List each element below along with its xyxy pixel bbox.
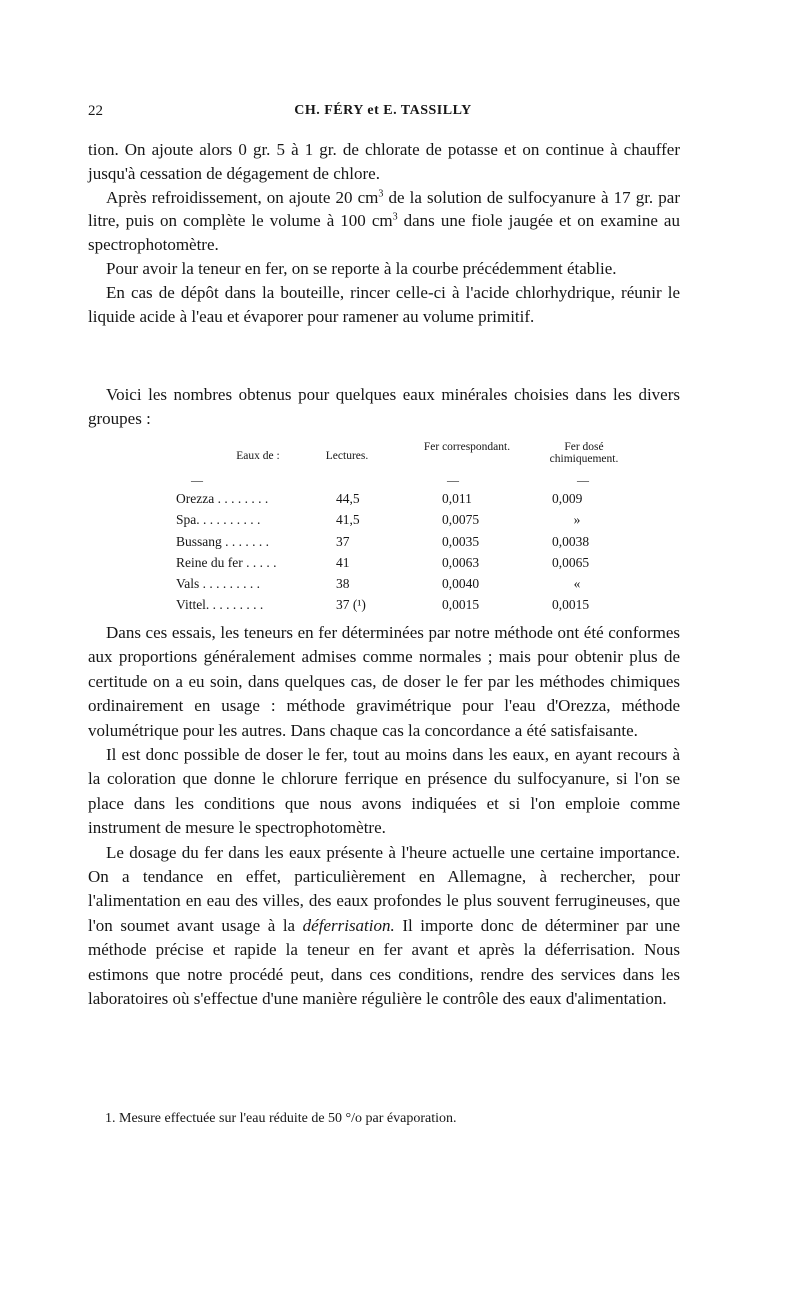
chem-value: 0,0065 — [552, 554, 590, 570]
chem-value: 0,0015 — [552, 597, 590, 613]
reading-value: 37 — [336, 533, 350, 549]
dash: — — [447, 473, 459, 487]
paragraph-continuation: tion. On ajoute alors 0 gr. 5 à 1 gr. de chlorate de potasse et on continue à chauffer jusqu'à cessation de dégagement de chlore. — [88, 140, 680, 183]
column-header-water: Eaux de : — [236, 450, 280, 462]
column-header-fer: Fer correspondant. — [423, 441, 511, 453]
chem-value: » — [573, 512, 581, 528]
reading-value: 44,5 — [336, 491, 360, 506]
paragraph-cooling — [88, 186, 680, 257]
fer-value: 0,0015 — [442, 597, 480, 613]
running-head: CH. FÉRY et E. TASSILLY — [294, 103, 472, 118]
chem-value: « — [573, 576, 581, 592]
dash: — — [577, 473, 589, 487]
table-header — [172, 441, 632, 473]
water-name: Vals . . . . . . . . . — [176, 576, 260, 592]
water-name: Reine du fer . . . . . — [176, 554, 277, 570]
text-block-top — [88, 138, 680, 328]
table-row — [172, 534, 632, 555]
reading-value: 37 (¹) — [336, 597, 366, 613]
chem-value: 0,009 — [552, 491, 583, 506]
reading-value: 38 — [336, 576, 350, 592]
table-row — [172, 555, 632, 576]
paragraph-intro: Voici les nombres obtenus pour quelques eaux minérales choisies dans les divers groupes : — [88, 385, 680, 428]
para-text: Après refroidissement, on ajoute 20 cm — [106, 187, 379, 207]
reading-value: 41 — [336, 554, 350, 570]
table-intro — [88, 383, 680, 431]
reading-value: 41,5 — [336, 512, 360, 528]
paragraph-results: Dans ces essais, les teneurs en fer déterminées par notre méthode ont été conformes aux proportions généralement admises comme normales ; mais pour obtenir plus de certitude on a eu soin, dans quelques cas, de doser le fer par les méthodes chimiques ordinairement en usage : méthode gravimétrique pour l'eau d'Orezza, méthode volumétrique pour les autres. Dans chaque cas la concordance a été satisfaisante. — [88, 623, 680, 740]
table-row — [172, 491, 632, 512]
water-name: Bussang . . . . . . . — [176, 533, 270, 549]
paragraph-deposit: En cas de dépôt dans la bouteille, rincer celle-ci à l'acide chlorhydrique, réunir le liquide acide à l'eau et évaporer pour ramener au volume primitif. — [88, 282, 680, 326]
column-header-chem: Fer dosé chimiquement. — [549, 441, 619, 465]
paragraph-curve: Pour avoir la teneur en fer, on se reporte à la courbe précédemment établie. — [106, 258, 617, 278]
water-name: Orezza . . . . . . . . — [176, 491, 269, 506]
fer-value: 0,0075 — [442, 512, 480, 528]
header-rule — [172, 473, 632, 491]
para-text: Le dosage du fer dans les eaux présente à l'heure actuelle une certaine importance. On a tendance en effet, particulièrement en Allemagne, à rechercher, pour l'alimentation en eau des villes, des eaux profondes le plus souvent ferrugineuses, que l'on soumet avant usage à la — [88, 842, 680, 935]
para-text: de la solution de sulfocyanure à 17 gr. par litre, puis on complète le volume à 100 cm — [88, 187, 680, 231]
table-row — [172, 597, 632, 618]
fer-value: 0,0063 — [442, 554, 480, 570]
table-row — [172, 576, 632, 597]
para-text: Il importe donc de déterminer par une méthode précise et rapide la teneur en fer avant et après la déferrisation. Nous estimons que notre procédé peut, dans ces conditions, rendre des services dans les laboratoires où s'effectue d'une manière régulière le contrôle des eaux d'alimentation. — [88, 915, 681, 1009]
table-row — [172, 512, 632, 533]
fer-value: 0,0035 — [442, 533, 480, 549]
fer-value: 0,0040 — [442, 576, 480, 592]
page-header — [88, 103, 678, 127]
superscript: 3 — [392, 211, 398, 223]
fer-value: 0,011 — [442, 491, 472, 506]
mineral-water-table — [172, 441, 632, 619]
chem-value: 0,0038 — [552, 533, 590, 549]
water-name: Spa. . . . . . . . . . — [176, 512, 261, 528]
superscript: 3 — [378, 187, 384, 199]
emphasis: déferrisation. — [302, 915, 395, 935]
column-header-readings: Lectures. — [325, 450, 369, 462]
dash: — — [191, 473, 203, 487]
water-name: Vittel. . . . . . . . . — [176, 597, 264, 613]
page-number: 22 — [88, 103, 103, 119]
paragraph-conclusion: Il est donc possible de doser le fer, tout au moins dans les eaux, en ayant recours à la coloration que donne le chlorure ferrique en présence du sulfocyanure, si l'on se place dans les conditions que nous avons indiquées et si l'on emploie comme instrument de mesure le spectrophotomètre. — [88, 745, 680, 838]
text-block-bottom — [88, 621, 680, 1012]
paragraph-importance — [88, 841, 680, 1012]
footnote: 1. Mesure effectuée sur l'eau réduite de 50 °/o par évaporation. — [105, 1111, 457, 1126]
para-text: dans une fiole jaugée et on examine au spectrophotomètre. — [88, 211, 680, 255]
